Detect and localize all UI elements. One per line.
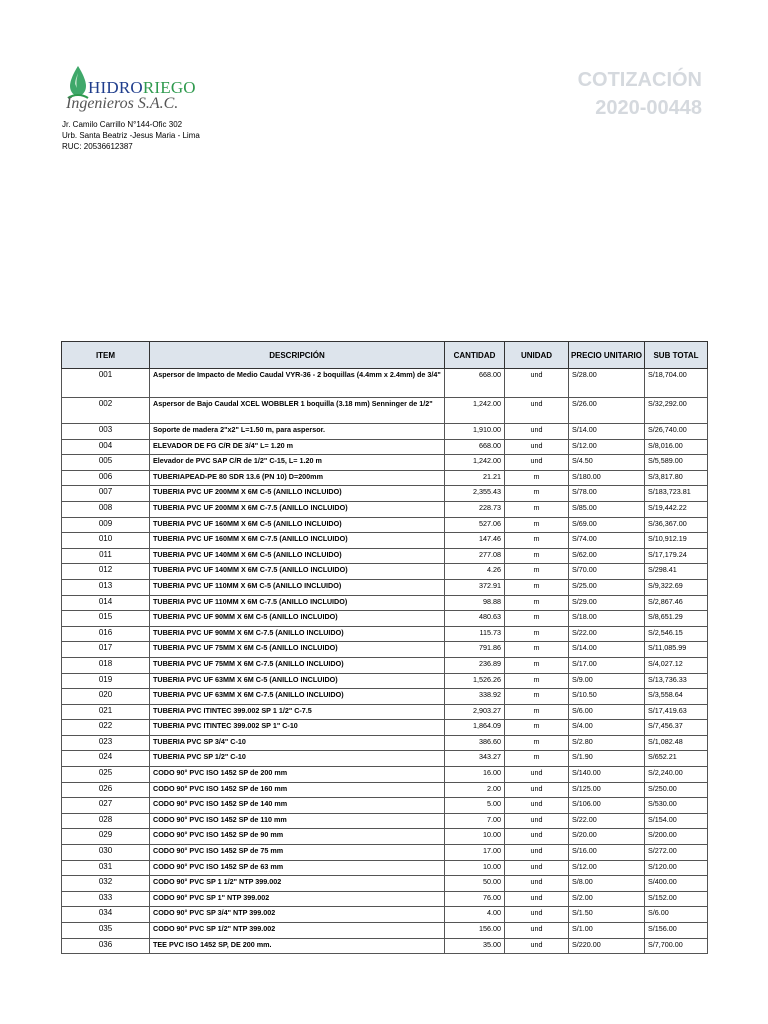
cell-description: TUBERIA PVC UF 160MM X 6M C-5 (ANILLO INCLUIDO) — [150, 517, 445, 533]
header-unit-price: PRECIO UNITARIO — [569, 342, 645, 369]
cell-unit-price: S/8.00 — [569, 876, 645, 892]
cell-subtotal: S/530.00 — [645, 798, 708, 814]
cell-subtotal: S/272.00 — [645, 845, 708, 861]
cell-item: 036 — [62, 938, 150, 954]
cell-item: 010 — [62, 533, 150, 549]
cell-unit: m — [505, 720, 569, 736]
table-row — [62, 798, 708, 814]
cell-description: TUBERIA PVC UF 200MM X 6M C-5 (ANILLO INCLUIDO) — [150, 486, 445, 502]
cell-item: 006 — [62, 470, 150, 486]
cell-item: 025 — [62, 767, 150, 783]
cell-unit: m — [505, 501, 569, 517]
table-row — [62, 398, 708, 424]
cell-item: 027 — [62, 798, 150, 814]
cell-unit: m — [505, 533, 569, 549]
cell-quantity: 2.00 — [445, 782, 505, 798]
table-row — [62, 767, 708, 783]
table-row — [62, 564, 708, 580]
cell-description: CODO 90° PVC ISO 1452 SP de 140 mm — [150, 798, 445, 814]
cell-unit-price: S/85.00 — [569, 501, 645, 517]
cell-unit-price: S/12.00 — [569, 860, 645, 876]
table-row — [62, 845, 708, 861]
table-row — [62, 829, 708, 845]
cell-item: 015 — [62, 611, 150, 627]
cell-item: 033 — [62, 891, 150, 907]
cell-quantity: 1,242.00 — [445, 398, 505, 424]
cell-quantity: 1,910.00 — [445, 424, 505, 440]
cell-unit: m — [505, 564, 569, 580]
cell-quantity: 527.06 — [445, 517, 505, 533]
cell-subtotal: S/10,912.19 — [645, 533, 708, 549]
cell-quantity: 4.26 — [445, 564, 505, 580]
address-line-1: Jr. Camilo Carrillo N°144-Ofic 302 — [62, 120, 183, 129]
cell-quantity: 7.00 — [445, 813, 505, 829]
cell-quantity: 76.00 — [445, 891, 505, 907]
table-row — [62, 642, 708, 658]
cell-item: 020 — [62, 689, 150, 705]
cell-subtotal: S/3,817.80 — [645, 470, 708, 486]
cell-unit: und — [505, 798, 569, 814]
cell-quantity: 338.92 — [445, 689, 505, 705]
quote-items-table — [61, 341, 708, 954]
cell-unit: m — [505, 657, 569, 673]
ruc-number: RUC: 20536612387 — [62, 142, 133, 151]
cell-description: TUBERIA PVC UF 140MM X 6M C-5 (ANILLO INCLUIDO) — [150, 548, 445, 564]
cell-item: 013 — [62, 579, 150, 595]
cell-unit-price: S/70.00 — [569, 564, 645, 580]
cell-item: 018 — [62, 657, 150, 673]
cell-unit: und — [505, 891, 569, 907]
cell-unit-price: S/69.00 — [569, 517, 645, 533]
table-row — [62, 455, 708, 471]
cell-unit: und — [505, 923, 569, 939]
cell-quantity: 1,864.09 — [445, 720, 505, 736]
cell-subtotal: S/9,322.69 — [645, 579, 708, 595]
cell-description: CODO 90° PVC SP 3/4" NTP 399.002 — [150, 907, 445, 923]
table-row — [62, 548, 708, 564]
cell-subtotal: S/652.21 — [645, 751, 708, 767]
cell-item: 014 — [62, 595, 150, 611]
logo-brand-name: HIDRORIEGO — [88, 78, 196, 97]
table-row — [62, 891, 708, 907]
cell-description: TUBERIA PVC UF 63MM X 6M C-7.5 (ANILLO INCLUIDO) — [150, 689, 445, 705]
cell-item: 026 — [62, 782, 150, 798]
table-row — [62, 579, 708, 595]
table-row — [62, 369, 708, 398]
cell-unit-price: S/1.50 — [569, 907, 645, 923]
quote-title: COTIZACIÓN — [577, 69, 702, 91]
cell-description: CODO 90° PVC SP 1/2" NTP 399.002 — [150, 923, 445, 939]
cell-unit: m — [505, 689, 569, 705]
cell-unit-price: S/78.00 — [569, 486, 645, 502]
cell-item: 030 — [62, 845, 150, 861]
cell-description: CODO 90° PVC SP 1" NTP 399.002 — [150, 891, 445, 907]
cell-subtotal: S/11,085.99 — [645, 642, 708, 658]
cell-unit: und — [505, 767, 569, 783]
cell-description: CODO 90° PVC ISO 1452 SP de 63 mm — [150, 860, 445, 876]
cell-subtotal: S/2,546.15 — [645, 626, 708, 642]
cell-unit-price: S/125.00 — [569, 782, 645, 798]
cell-item: 019 — [62, 673, 150, 689]
cell-quantity: 17.00 — [445, 845, 505, 861]
cell-unit: und — [505, 424, 569, 440]
table-row — [62, 533, 708, 549]
cell-description: TUBERIA PVC SP 1/2" C-10 — [150, 751, 445, 767]
cell-description: Aspersor de Impacto de Medio Caudal VYR-36 - 2 boquillas (4.4mm x 2.4mm) de 3/4" — [150, 369, 445, 398]
table-row — [62, 486, 708, 502]
cell-item: 008 — [62, 501, 150, 517]
cell-quantity: 236.89 — [445, 657, 505, 673]
cell-subtotal: S/2,240.00 — [645, 767, 708, 783]
cell-subtotal: S/7,456.37 — [645, 720, 708, 736]
table-row — [62, 782, 708, 798]
cell-description: CODO 90° PVC ISO 1452 SP de 90 mm — [150, 829, 445, 845]
cell-description: Soporte de madera 2"x2" L=1.50 m, para aspersor. — [150, 424, 445, 440]
header-quantity: CANTIDAD — [445, 342, 505, 369]
cell-subtotal: S/250.00 — [645, 782, 708, 798]
cell-quantity: 21.21 — [445, 470, 505, 486]
table-header-row — [62, 342, 708, 369]
cell-subtotal: S/17,179.24 — [645, 548, 708, 564]
cell-unit: m — [505, 735, 569, 751]
cell-unit-price: S/74.00 — [569, 533, 645, 549]
cell-unit-price: S/26.00 — [569, 398, 645, 424]
cell-quantity: 1,526.26 — [445, 673, 505, 689]
cell-unit: m — [505, 704, 569, 720]
cell-subtotal: S/3,558.64 — [645, 689, 708, 705]
cell-subtotal: S/8,016.00 — [645, 439, 708, 455]
cell-subtotal: S/26,740.00 — [645, 424, 708, 440]
cell-quantity: 98.88 — [445, 595, 505, 611]
cell-unit: und — [505, 829, 569, 845]
cell-unit: m — [505, 626, 569, 642]
cell-quantity: 1,242.00 — [445, 455, 505, 471]
cell-quantity: 277.08 — [445, 548, 505, 564]
table-row — [62, 876, 708, 892]
cell-description: Aspersor de Bajo Caudal XCEL WOBBLER 1 boquilla (3.18 mm) Senninger de 1/2" — [150, 398, 445, 424]
cell-unit: und — [505, 782, 569, 798]
cell-quantity: 372.91 — [445, 579, 505, 595]
address-line-2: Urb. Santa Beatriz -Jesus Maria - Lima — [62, 131, 200, 140]
cell-quantity: 147.46 — [445, 533, 505, 549]
cell-unit-price: S/6.00 — [569, 704, 645, 720]
cell-unit-price: S/10.50 — [569, 689, 645, 705]
cell-subtotal: S/36,367.00 — [645, 517, 708, 533]
cell-subtotal: S/17,419.63 — [645, 704, 708, 720]
cell-unit-price: S/18.00 — [569, 611, 645, 627]
cell-quantity: 156.00 — [445, 923, 505, 939]
cell-unit-price: S/17.00 — [569, 657, 645, 673]
cell-item: 011 — [62, 548, 150, 564]
cell-item: 021 — [62, 704, 150, 720]
cell-description: CODO 90° PVC ISO 1452 SP de 160 mm — [150, 782, 445, 798]
cell-quantity: 4.00 — [445, 907, 505, 923]
cell-unit-price: S/2.80 — [569, 735, 645, 751]
table-row — [62, 720, 708, 736]
cell-unit-price: S/25.00 — [569, 579, 645, 595]
cell-item: 012 — [62, 564, 150, 580]
cell-subtotal: S/152.00 — [645, 891, 708, 907]
cell-subtotal: S/7,700.00 — [645, 938, 708, 954]
cell-subtotal: S/4,027.12 — [645, 657, 708, 673]
cell-description: TEE PVC ISO 1452 SP, DE 200 mm. — [150, 938, 445, 954]
cell-description: TUBERIA PVC ITINTEC 399.002 SP 1 1/2" C-7.5 — [150, 704, 445, 720]
cell-unit-price: S/140.00 — [569, 767, 645, 783]
cell-description: ELEVADOR DE FG C/R DE 3/4" L= 1.20 m — [150, 439, 445, 455]
cell-description: CODO 90° PVC ISO 1452 SP de 75 mm — [150, 845, 445, 861]
cell-subtotal: S/19,442.22 — [645, 501, 708, 517]
cell-unit-price: S/28.00 — [569, 369, 645, 398]
table-row — [62, 470, 708, 486]
cell-description: CODO 90° PVC SP 1 1/2" NTP 399.002 — [150, 876, 445, 892]
cell-unit-price: S/1.90 — [569, 751, 645, 767]
cell-description: CODO 90° PVC ISO 1452 SP de 200 mm — [150, 767, 445, 783]
cell-subtotal: S/18,704.00 — [645, 369, 708, 398]
cell-quantity: 668.00 — [445, 369, 505, 398]
cell-item: 002 — [62, 398, 150, 424]
cell-unit: und — [505, 860, 569, 876]
cell-unit-price: S/20.00 — [569, 829, 645, 845]
cell-unit-price: S/62.00 — [569, 548, 645, 564]
cell-description: TUBERIA PVC UF 110MM X 6M C-5 (ANILLO INCLUIDO) — [150, 579, 445, 595]
company-info — [62, 119, 200, 152]
cell-item: 022 — [62, 720, 150, 736]
cell-item: 016 — [62, 626, 150, 642]
cell-item: 007 — [62, 486, 150, 502]
cell-unit-price: S/4.00 — [569, 720, 645, 736]
cell-unit: und — [505, 907, 569, 923]
cell-item: 023 — [62, 735, 150, 751]
logo-subtitle: Ingenieros S.A.C. — [66, 95, 179, 112]
table-row — [62, 923, 708, 939]
cell-subtotal: S/1,082.48 — [645, 735, 708, 751]
cell-description: TUBERIA PVC UF 63MM X 6M C-5 (ANILLO INCLUIDO) — [150, 673, 445, 689]
cell-subtotal: S/32,292.00 — [645, 398, 708, 424]
cell-quantity: 343.27 — [445, 751, 505, 767]
cell-unit: m — [505, 517, 569, 533]
cell-subtotal: S/200.00 — [645, 829, 708, 845]
table-row — [62, 517, 708, 533]
table-row — [62, 611, 708, 627]
cell-unit-price: S/220.00 — [569, 938, 645, 954]
cell-description: TUBERIA PVC ITINTEC 399.002 SP 1" C-10 — [150, 720, 445, 736]
cell-description: TUBERIA PVC UF 200MM X 6M C-7.5 (ANILLO INCLUIDO) — [150, 501, 445, 517]
cell-unit: m — [505, 673, 569, 689]
table-row — [62, 751, 708, 767]
cell-quantity: 10.00 — [445, 860, 505, 876]
cell-description: Elevador de PVC SAP C/R de 1/2" C-15, L= 1.20 m — [150, 455, 445, 471]
cell-quantity: 115.73 — [445, 626, 505, 642]
cell-subtotal: S/5,589.00 — [645, 455, 708, 471]
table-row — [62, 673, 708, 689]
cell-unit: und — [505, 455, 569, 471]
cell-unit: und — [505, 398, 569, 424]
cell-description: TUBERIA PVC UF 110MM X 6M C-7.5 (ANILLO INCLUIDO) — [150, 595, 445, 611]
table-row — [62, 704, 708, 720]
header-description: DESCRIPCIÓN — [150, 342, 445, 369]
cell-description: TUBERIAPEAD-PE 80 SDR 13.6 (PN 10) D=200mm — [150, 470, 445, 486]
cell-quantity: 5.00 — [445, 798, 505, 814]
cell-unit-price: S/4.50 — [569, 455, 645, 471]
cell-item: 009 — [62, 517, 150, 533]
cell-unit: m — [505, 642, 569, 658]
table-row — [62, 689, 708, 705]
cell-subtotal: S/183,723.81 — [645, 486, 708, 502]
cell-subtotal: S/13,736.33 — [645, 673, 708, 689]
table-row — [62, 813, 708, 829]
cell-unit-price: S/22.00 — [569, 626, 645, 642]
header-unit: UNIDAD — [505, 342, 569, 369]
cell-description: TUBERIA PVC UF 90MM X 6M C-5 (ANILLO INCLUIDO) — [150, 611, 445, 627]
cell-quantity: 228.73 — [445, 501, 505, 517]
cell-quantity: 10.00 — [445, 829, 505, 845]
table-row — [62, 860, 708, 876]
cell-description: TUBERIA PVC UF 90MM X 6M C-7.5 (ANILLO INCLUIDO) — [150, 626, 445, 642]
cell-description: TUBERIA PVC UF 75MM X 6M C-7.5 (ANILLO INCLUIDO) — [150, 657, 445, 673]
cell-subtotal: S/2,867.46 — [645, 595, 708, 611]
cell-unit-price: S/14.00 — [569, 642, 645, 658]
cell-quantity: 35.00 — [445, 938, 505, 954]
cell-unit: m — [505, 486, 569, 502]
cell-unit-price: S/16.00 — [569, 845, 645, 861]
cell-unit: m — [505, 595, 569, 611]
cell-unit-price: S/12.00 — [569, 439, 645, 455]
cell-description: TUBERIA PVC UF 75MM X 6M C-5 (ANILLO INCLUIDO) — [150, 642, 445, 658]
cell-quantity: 16.00 — [445, 767, 505, 783]
cell-subtotal: S/8,651.29 — [645, 611, 708, 627]
table-row — [62, 501, 708, 517]
table-body — [62, 369, 708, 954]
table-row — [62, 439, 708, 455]
cell-item: 034 — [62, 907, 150, 923]
cell-item: 032 — [62, 876, 150, 892]
cell-item: 035 — [62, 923, 150, 939]
cell-unit-price: S/2.00 — [569, 891, 645, 907]
cell-item: 003 — [62, 424, 150, 440]
table-row — [62, 907, 708, 923]
cell-subtotal: S/120.00 — [645, 860, 708, 876]
cell-unit: und — [505, 845, 569, 861]
cell-quantity: 2,355.43 — [445, 486, 505, 502]
cell-item: 005 — [62, 455, 150, 471]
cell-unit-price: S/1.00 — [569, 923, 645, 939]
cell-quantity: 50.00 — [445, 876, 505, 892]
cell-unit-price: S/9.00 — [569, 673, 645, 689]
cell-subtotal: S/154.00 — [645, 813, 708, 829]
cell-description: TUBERIA PVC SP 3/4" C-10 — [150, 735, 445, 751]
cell-unit: und — [505, 439, 569, 455]
cell-item: 024 — [62, 751, 150, 767]
cell-unit: m — [505, 470, 569, 486]
table-row — [62, 657, 708, 673]
cell-unit: m — [505, 611, 569, 627]
cell-item: 001 — [62, 369, 150, 398]
cell-item: 031 — [62, 860, 150, 876]
table-row — [62, 938, 708, 954]
cell-quantity: 668.00 — [445, 439, 505, 455]
table-row — [62, 595, 708, 611]
cell-unit: und — [505, 938, 569, 954]
cell-subtotal: S/6.00 — [645, 907, 708, 923]
cell-unit: und — [505, 369, 569, 398]
cell-unit-price: S/180.00 — [569, 470, 645, 486]
cell-item: 029 — [62, 829, 150, 845]
quote-header — [578, 66, 702, 122]
cell-quantity: 386.60 — [445, 735, 505, 751]
table-row — [62, 735, 708, 751]
cell-subtotal: S/400.00 — [645, 876, 708, 892]
company-logo — [60, 62, 230, 118]
cell-quantity: 480.63 — [445, 611, 505, 627]
quote-number: 2020-00448 — [595, 97, 702, 119]
cell-unit-price: S/22.00 — [569, 813, 645, 829]
cell-unit-price: S/106.00 — [569, 798, 645, 814]
cell-subtotal: S/298.41 — [645, 564, 708, 580]
cell-item: 017 — [62, 642, 150, 658]
cell-description: TUBERIA PVC UF 140MM X 6M C-7.5 (ANILLO INCLUIDO) — [150, 564, 445, 580]
cell-description: CODO 90° PVC ISO 1452 SP de 110 mm — [150, 813, 445, 829]
cell-quantity: 791.86 — [445, 642, 505, 658]
cell-subtotal: S/156.00 — [645, 923, 708, 939]
cell-quantity: 2,903.27 — [445, 704, 505, 720]
cell-unit: m — [505, 579, 569, 595]
cell-unit-price: S/29.00 — [569, 595, 645, 611]
header-item: ITEM — [62, 342, 150, 369]
cell-unit: und — [505, 876, 569, 892]
cell-unit: m — [505, 751, 569, 767]
cell-item: 004 — [62, 439, 150, 455]
header-subtotal: SUB TOTAL — [645, 342, 708, 369]
table-row — [62, 424, 708, 440]
table-row — [62, 626, 708, 642]
cell-unit: und — [505, 813, 569, 829]
cell-unit: m — [505, 548, 569, 564]
cell-unit-price: S/14.00 — [569, 424, 645, 440]
cell-description: TUBERIA PVC UF 160MM X 6M C-7.5 (ANILLO INCLUIDO) — [150, 533, 445, 549]
cell-item: 028 — [62, 813, 150, 829]
